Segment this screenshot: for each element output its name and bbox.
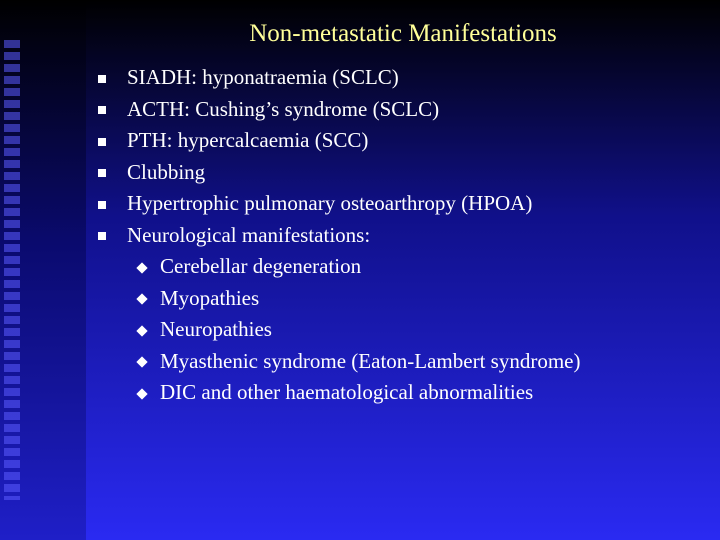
sub-bullet-text: Myopathies [160, 285, 260, 310]
bullet-list [98, 62, 708, 409]
bullet-text: PTH: hypercalcaemia (SCC) [127, 128, 369, 153]
bullet-text: ACTH: Cushing’s syndrome (SCLC) [127, 96, 440, 121]
bullet-text: Hypertrophic pulmonary osteoarthropy (HPOA) [127, 191, 533, 216]
square-bullet-icon [98, 169, 106, 177]
square-bullet-icon [98, 232, 106, 240]
list-item [98, 125, 708, 157]
list-item [98, 94, 708, 126]
list-item [98, 220, 708, 252]
sub-list-item [98, 314, 708, 346]
bullet-text: Clubbing [127, 159, 206, 184]
list-item [98, 188, 708, 220]
square-bullet-icon [98, 75, 106, 83]
sub-bullet-text: Myasthenic syndrome (Eaton-Lambert syndrome) [160, 348, 581, 373]
diamond-bullet-icon [136, 294, 147, 305]
left-decorative-strip [0, 0, 86, 540]
diamond-bullet-icon [136, 262, 147, 273]
sub-bullet-text: Neuropathies [160, 317, 272, 342]
sub-list-item [98, 251, 708, 283]
decorative-squares [4, 40, 20, 500]
bullet-text: SIADH: hyponatraemia (SCLC) [127, 65, 399, 90]
list-item [98, 62, 708, 94]
square-bullet-icon [98, 106, 106, 114]
diamond-bullet-icon [136, 388, 147, 399]
bullet-text: Neurological manifestations: [127, 222, 371, 247]
sub-list-item [98, 283, 708, 315]
slide-title: Non-metastatic Manifestations [249, 20, 557, 47]
square-bullet-icon [98, 138, 106, 146]
diamond-bullet-icon [136, 325, 147, 336]
sub-list-item [98, 346, 708, 378]
sub-bullet-text: Cerebellar degeneration [160, 254, 362, 279]
square-bullet-icon [98, 201, 106, 209]
sub-bullet-text: DIC and other haematological abnormalities [160, 380, 534, 405]
list-item [98, 157, 708, 189]
diamond-bullet-icon [136, 357, 147, 368]
sub-list-item [98, 377, 708, 409]
